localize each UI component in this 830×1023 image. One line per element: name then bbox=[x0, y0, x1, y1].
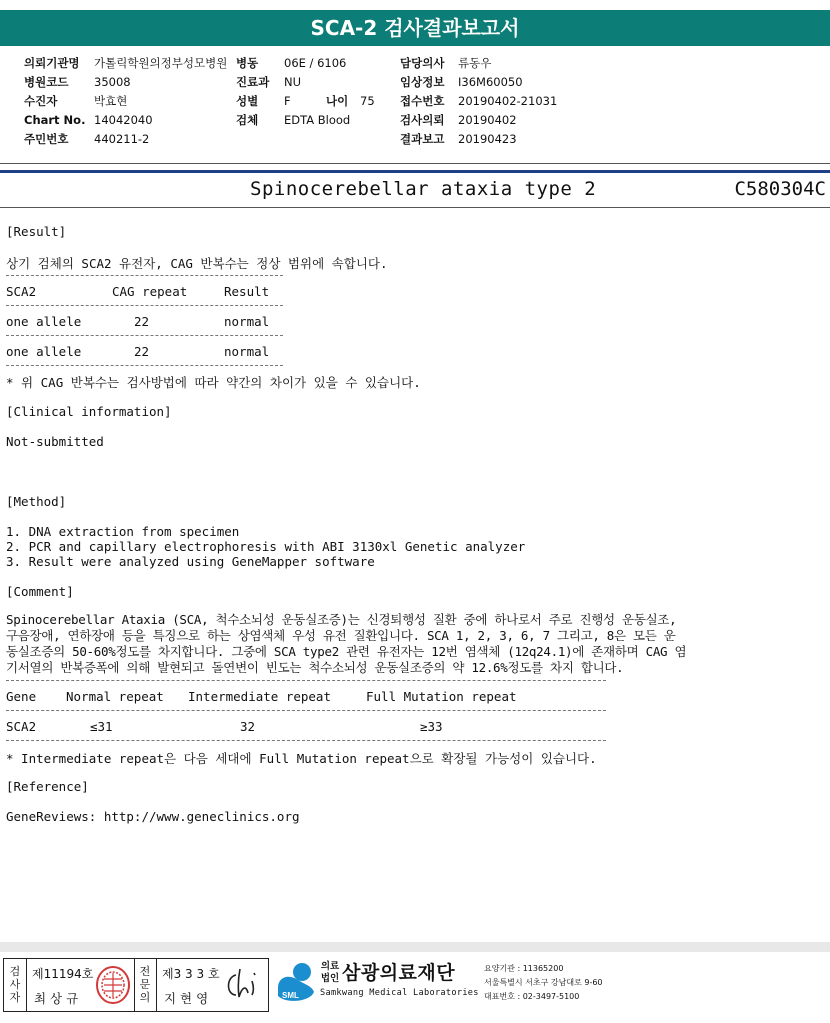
handwritten-signature-icon bbox=[222, 965, 262, 1003]
label-sex: 성별 bbox=[236, 94, 259, 108]
report-title: SCA-2 검사결과보고서 bbox=[310, 16, 520, 40]
value-patient: 박효현 bbox=[94, 94, 128, 108]
test-name: Spinocerebellar ataxia type 2 bbox=[250, 178, 597, 200]
label-patient: 수진자 bbox=[24, 94, 58, 108]
reference-heading: [Reference] bbox=[6, 779, 89, 794]
value-clinical-info: I36M60050 bbox=[458, 75, 523, 89]
patient-info-col2 bbox=[236, 54, 375, 130]
comment-row-intermediate: 32 bbox=[240, 719, 256, 734]
signer2-role: 전 문 의 bbox=[139, 965, 151, 1004]
value-institution: 가톨릭학원의정부성모병원 bbox=[94, 56, 228, 70]
signer1-name: 최 상 규 bbox=[34, 991, 79, 1006]
comment-table-rule bbox=[6, 740, 606, 741]
label-specimen: 검체 bbox=[236, 113, 259, 127]
label-resident-no: 주민번호 bbox=[24, 132, 69, 146]
clinical-text: Not-submitted bbox=[6, 434, 104, 449]
label-doctor: 담당의사 bbox=[400, 56, 445, 70]
method-heading: [Method] bbox=[6, 494, 67, 509]
result-note: * 위 CAG 반복수는 검사방법에 따라 약간의 차이가 있을 수 있습니다. bbox=[6, 375, 421, 390]
comment-row-full: ≥33 bbox=[420, 719, 443, 734]
result-table-rule bbox=[6, 305, 283, 306]
comment-heading: [Comment] bbox=[6, 584, 74, 599]
comment-table-rule bbox=[6, 710, 606, 711]
result-col-result: Result bbox=[224, 284, 270, 299]
result-table-rule bbox=[6, 335, 283, 336]
signer1-license: 제11194호 bbox=[32, 967, 94, 981]
comment-note: * Intermediate repeat은 다음 세대에 Full Mutation repeat으로 확장될 가능성이 있습니다. bbox=[6, 751, 597, 766]
value-specimen: EDTA Blood bbox=[284, 113, 351, 127]
patient-info-col1 bbox=[24, 54, 227, 149]
label-clinical-info: 임상정보 bbox=[400, 75, 445, 89]
reference-link[interactable]: GeneReviews: http://www.geneclinics.org bbox=[6, 809, 300, 824]
test-divider bbox=[0, 207, 830, 208]
signer2-role-cell bbox=[134, 959, 157, 1011]
label-receipt-no: 접수번호 bbox=[400, 94, 445, 108]
result-row2-allele: one allele bbox=[6, 344, 82, 359]
comment-col-normal: Normal repeat bbox=[66, 689, 164, 704]
value-request-date: 20190402 bbox=[458, 113, 517, 127]
result-col-cag: CAG repeat bbox=[112, 284, 188, 299]
signature-box bbox=[3, 958, 269, 1012]
label-chart-no: Chart No. bbox=[24, 113, 86, 127]
sml-logo-icon bbox=[272, 958, 318, 1004]
result-row1-repeat: 22 bbox=[134, 314, 150, 329]
label-request-date: 검사의뢰 bbox=[400, 113, 445, 127]
footer-band bbox=[0, 942, 830, 952]
result-row1-allele: one allele bbox=[6, 314, 82, 329]
org-name: 삼광의료재단 bbox=[342, 962, 456, 984]
value-resident-no: 440211-2 bbox=[94, 132, 150, 146]
org-english-name: Samkwang Medical Laboratories bbox=[320, 988, 479, 998]
comment-row-gene: SCA2 bbox=[6, 719, 37, 734]
signer2-license: 제3 3 3 호 bbox=[162, 967, 220, 981]
value-sex: F bbox=[284, 94, 291, 108]
value-chart-no: 14042040 bbox=[94, 113, 153, 127]
comment-col-intermediate: Intermediate repeat bbox=[188, 689, 331, 704]
logo-text: SML bbox=[282, 991, 299, 1000]
org-address: 서울특별시 서초구 강남대로 9-60 bbox=[484, 978, 603, 987]
value-doctor: 류동우 bbox=[458, 56, 492, 70]
signer1-role: 검 사 자 bbox=[9, 965, 21, 1004]
value-age: 75 bbox=[360, 94, 375, 108]
result-row2-result: normal bbox=[224, 344, 270, 359]
value-receipt-no: 20190402-21031 bbox=[458, 94, 558, 108]
test-code: C580304C bbox=[734, 178, 826, 200]
value-ward: 06E / 6106 bbox=[284, 56, 347, 70]
org-code: 요양기관 : 11365200 bbox=[484, 964, 564, 973]
comment-line-4: 기서열의 반복증폭에 의해 발현되고 돌연변이 빈도는 척수소뇌성 운동실조증의 약 12.6%정도를 차지 합니다. bbox=[6, 660, 624, 675]
comment-col-gene: Gene bbox=[6, 689, 37, 704]
comment-row-normal: ≤31 bbox=[90, 719, 113, 734]
comment-line-3: 동실조증의 50-60%정도를 차지합니다. 그중에 SCA type2 관련 유전자는 12번 염색체 (12q24.1)에 존재하며 CAG 염 bbox=[6, 644, 687, 659]
label-institution: 의뢰기관명 bbox=[24, 56, 80, 70]
result-table-rule bbox=[6, 275, 283, 276]
label-age: 나이 bbox=[326, 94, 349, 108]
patient-info-col3 bbox=[400, 54, 557, 149]
comment-line-1: Spinocerebellar Ataxia (SCA, 척수소뇌성 운동실조증)는 신경퇴행성 질환 중에 하나로서 주로 진행성 운동실조, bbox=[6, 612, 677, 627]
label-report-date: 결과보고 bbox=[400, 132, 445, 146]
result-row1-result: normal bbox=[224, 314, 270, 329]
method-item-1: 1. DNA extraction from specimen bbox=[6, 524, 240, 539]
value-report-date: 20190423 bbox=[458, 132, 517, 146]
comment-line-2: 구음장애, 연하장애 등을 특징으로 하는 상염색체 우성 유전 질환입니다. SCA 1, 2, 3, 6, 7 그리고, 8은 모든 운 bbox=[6, 628, 676, 643]
value-hospital-code: 35008 bbox=[94, 75, 131, 89]
clinical-heading: [Clinical information] bbox=[6, 404, 172, 419]
result-row2-repeat: 22 bbox=[134, 344, 150, 359]
method-item-2: 2. PCR and capillary electrophoresis with ABI 3130xl Genetic analyzer bbox=[6, 539, 526, 554]
result-heading: [Result] bbox=[6, 224, 67, 239]
org-contact bbox=[484, 962, 603, 1004]
label-hospital-code: 병원코드 bbox=[24, 75, 69, 89]
label-ward: 병동 bbox=[236, 56, 259, 70]
value-department: NU bbox=[284, 75, 302, 89]
header-divider-thick bbox=[0, 170, 830, 173]
header-divider-thin bbox=[0, 163, 830, 164]
result-summary: 상기 검체의 SCA2 유전자, CAG 반복수는 정상 범위에 속합니다. bbox=[6, 256, 388, 271]
method-item-3: 3. Result were analyzed using GeneMapper software bbox=[6, 554, 375, 569]
label-department: 진료과 bbox=[236, 75, 270, 89]
signer2-name: 지 현 영 bbox=[164, 991, 209, 1006]
comment-paragraph bbox=[6, 612, 818, 676]
signer1-cell bbox=[4, 959, 135, 1011]
org-type: 의료 법인 bbox=[320, 961, 340, 984]
result-col-gene: SCA2 bbox=[6, 284, 37, 299]
comment-col-full: Full Mutation repeat bbox=[366, 689, 517, 704]
comment-table-rule bbox=[6, 680, 606, 681]
result-table-rule bbox=[6, 365, 283, 366]
org-phone: 대표번호 : 02-3497-5100 bbox=[484, 992, 580, 1001]
